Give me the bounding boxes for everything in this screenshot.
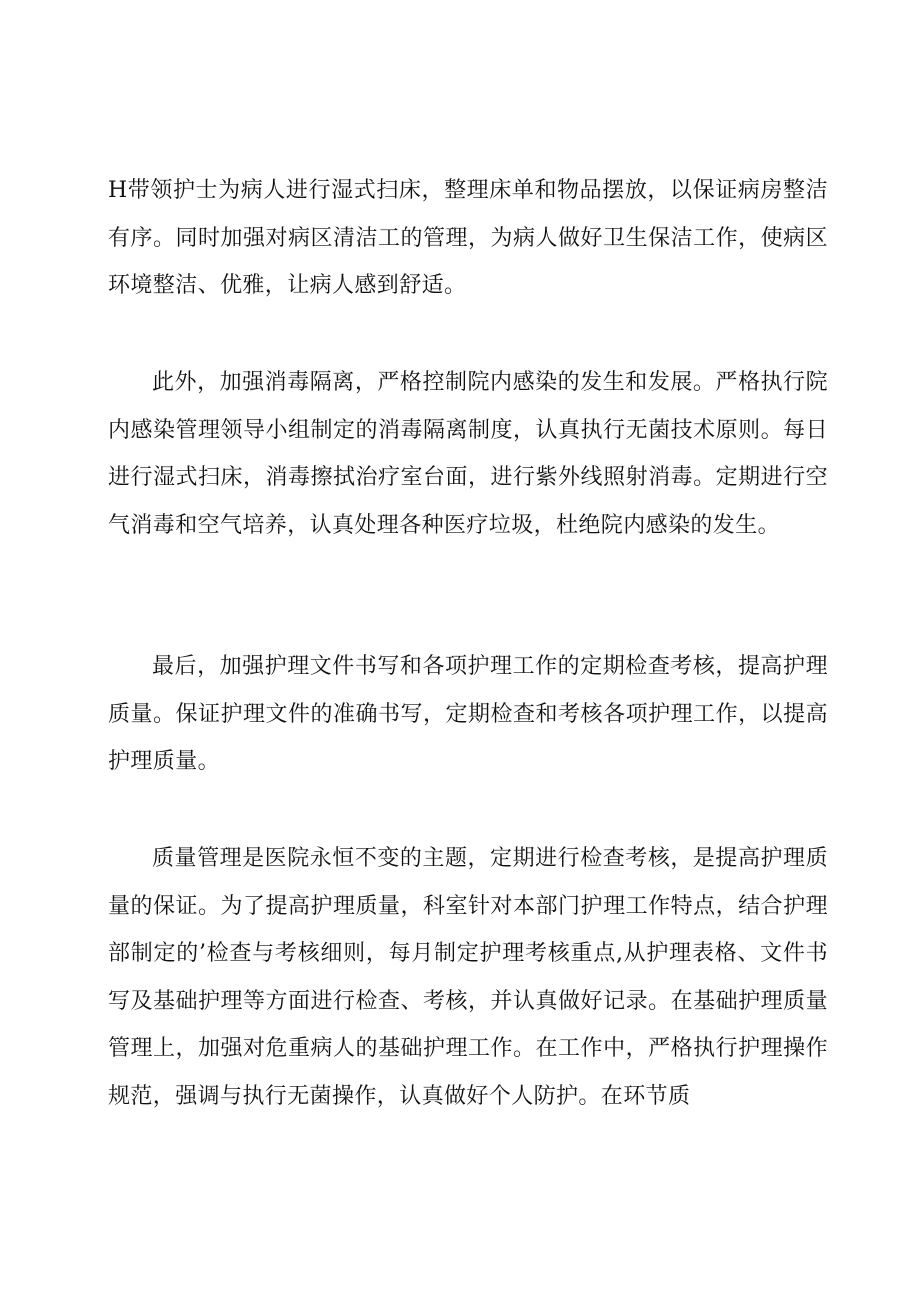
paragraph-3: 最后，加强护理文件书写和各项护理工作的定期检查考核，提高护理质量。保证护理文件的准确书写，定期检查和考核各项护理工作，以提高护理质量。 [108,654,828,774]
paragraph-1: H带领护士为病人进行湿式扫床，整理床单和物品摆放，以保证病房整洁有序。同时加强对病区清洁工的管理，为病人做好卫生保洁工作，使病区环境整洁、优雅，让病人感到舒适。 [108,178,828,298]
paragraph-2: 此外，加强消毒隔离，严格控制院内感染的发生和发展。严格执行院内感染管理领导小组制定的消毒隔离制度，认真执行无菌技术原则。每日进行湿式扫床，消毒擦拭治疗室台面，进行紫外线照射消毒。定期进行空气消毒和空气培养，认真处理各种医疗垃圾，杜绝院内感染的发生。 [108,370,828,538]
paragraph-4: 质量管理是医院永恒不变的主题，定期进行检查考核，是提高护理质量的保证。为了提高护理质量，科室针对本部门护理工作特点，结合护理部制定的’检查与考核细则，每月制定护理考核重点,从护理表格、文件书写及基础护理等方面进行检查、考核，并认真做好记录。在基础护理质量管理上，加强对危重病人的基础护理工作。在工作中，严格执行护理操作规范，强调与执行无菌操作，认真做好个人防护。在环节质 [108,846,828,1109]
